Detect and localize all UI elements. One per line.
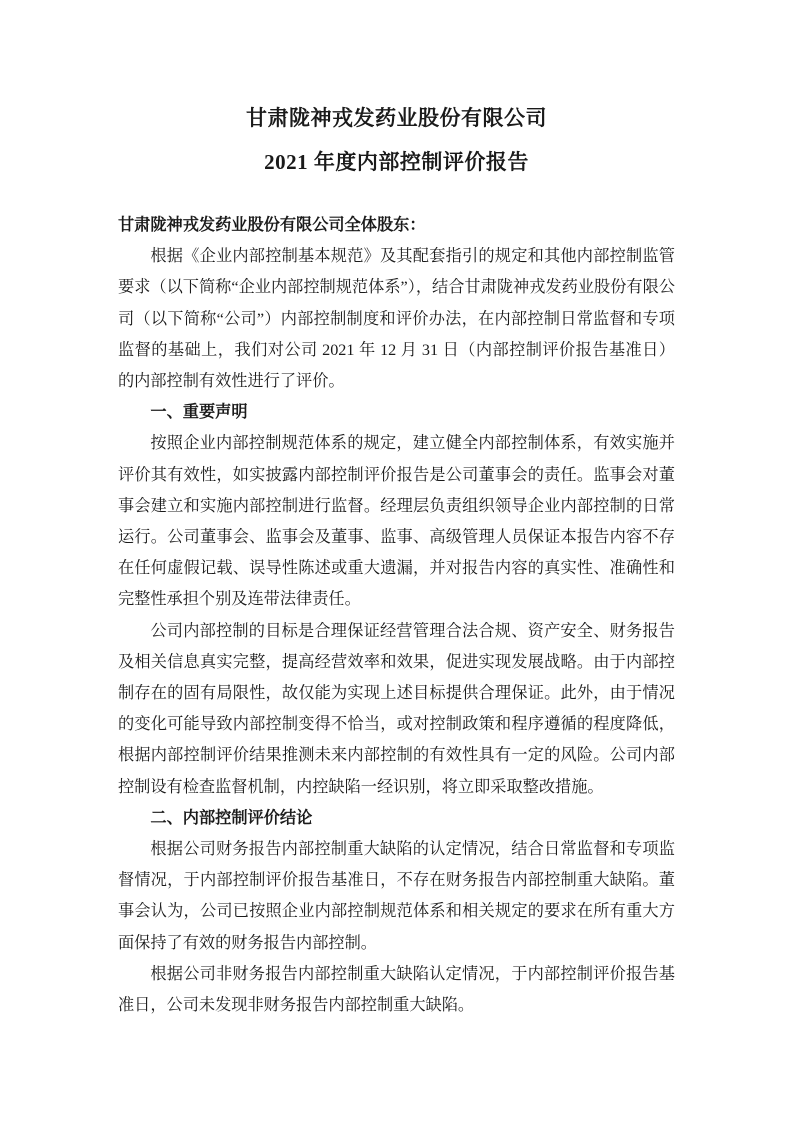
paragraph: 根据公司财务报告内部控制重大缺陷的认定情况，结合日常监督和专项监督情况，于内部控制评价报告基准日，不存在财务报告内部控制重大缺陷。董事会认为，公司已按照企业内部控制规范体系和相关规定的要求在所有重大方面保持了有效的财务报告内部控制。 xyxy=(118,840,675,952)
paragraph: 根据公司非财务报告内部控制重大缺陷认定情况，于内部控制评价报告基准日，公司未发现非财务报告内部控制重大缺陷。 xyxy=(118,964,675,1015)
document-blocks xyxy=(118,241,675,1021)
document-title-line-2: 2021 年度内部控制评价报告 xyxy=(264,150,529,174)
paragraph: 根据《企业内部控制基本规范》及其配套指引的规定和其他内部控制监管要求（以下简称“企业内部控制规范体系”），结合甘肃陇神戎发药业股份有限公司（以下简称“公司”）内部控制制度和评价办法，在内部控制日常监督和专项监督的基础上，我们对公司 2021 年 12 月 31 日（内部控制评价报告基准日）的内部控制有效性进行了评价。 xyxy=(118,247,675,391)
section-heading: 一、重要声明 xyxy=(150,403,248,422)
salutation: 甘肃陇神戎发药业股份有限公司全体股东： xyxy=(118,216,426,234)
document-body xyxy=(118,210,675,1021)
paragraph: 按照企业内部控制规范体系的规定，建立健全内部控制体系，有效实施并评价其有效性，如实披露内部控制评价报告是公司董事会的责任。监事会对董事会建立和实施内部控制进行监督。经理层负责组织领导企业内部控制的日常运行。公司董事会、监事会及董事、监事、高级管理人员保证本报告内容不存在任何虚假记载、误导性陈述或重大遗漏，并对报告内容的真实性、准确性和完整性承担个别及连带法律责任。 xyxy=(118,434,675,609)
section-heading: 二、内部控制评价结论 xyxy=(150,808,313,827)
document-title-line-1: 甘肃陇神戎发药业股份有限公司 xyxy=(246,106,547,130)
paragraph: 公司内部控制的目标是合理保证经营管理合法合规、资产安全、财务报告及相关信息真实完整，提高经营效率和效果，促进实现发展战略。由于内部控制存在的固有局限性，故仅能为实现上述目标提供合理保证。此外，由于情况的变化可能导致内部控制变得不恰当，或对控制政策和程序遵循的程度降低，根据内部控制评价结果推测未来内部控制的有效性具有一定的风险。公司内部控制设有检查监督机制，内控缺陷一经识别，将立即采取整改措施。 xyxy=(118,621,675,796)
